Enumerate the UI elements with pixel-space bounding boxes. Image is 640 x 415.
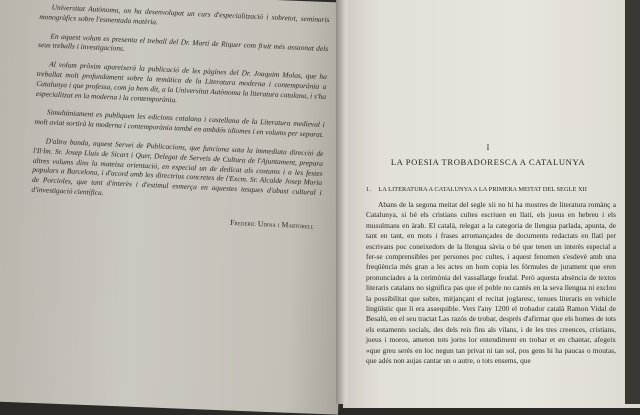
left-page-text <box>30 2 330 240</box>
section-title: LA LITERATURA A CATALUNYA A LA PRIMERA MEITAT DEL SEGLE XII <box>378 186 587 193</box>
chapter-number: I <box>486 143 490 152</box>
section-number: 1. <box>366 186 371 193</box>
body-paragraph: Abans de la segona meitat del segle xii no hi ha mostres de literatura romànç a Catalunya, si bé els cristians cultes escriuen en llatí, els jueus en hebreu i els musulmans en àrab. El català, relegat a la categoria de llengua parlada, apunta, de tant en tant, en mots i frases arromançades de documents redactats en llatí per escrivans poc coneixedors de la llengua sàvia o bé que tenen un interès especial a fer-se comprensibles per persones poc cultes, i aquest fenomen s'esdevé amb una freqüència més gran a les actes on hom copia les fórmules de jurament que eren pronunciades a la cerimònia del vassallatge feudal. Però aquesta absència de textos literaris catalans no significa pas que el poble no cantés en la seva llengua ni exclou la possibilitat que sobre, mitjançant el recitat joglaresc, tenues literaris en vehicle lingüístic que li era assequible. Vers l'any 1200 el trobador català Ramon Vidal de Besalú, en el seu tractat Las razós de trobar, després d'afirmar que els homes de tots els estaments socials, des dels reis fins als vilans, i de les tres creences, cristians, jueus i moros, ameton tots jorns lor entendiment en trobar et en chantar, afegeix «que greu serés en loc negun tan privat ni tan sol, pos gens hi ha paucas o moutas, que adés non aujas cantar un o autre, o tots ensems, que <box>366 200 616 366</box>
left-paragraph: D'altra banda, aquest Servei de Publicacions, que funciona sota la immediata direcció de l'Il·lm. Sr. Josep Lluís de Sicart i Quer, Delegat de Serveis de Cultura de l'Ajuntament, prepara altres volums dins la mateixa orientació, en especial un de dedicat als costums i a les festes populars a Barcelona, i d'acord amb les directrius concretes de l'Excm. Sr. Alcalde Josep Maria de Porcioles, que tant d'interès i d'estimul esmerça en aquestes tasques d'abast cultural i d'investigació científica. <box>31 136 324 198</box>
section-heading <box>366 185 616 195</box>
left-paragraph: Simultàniament es publiquen les edicions catalana i castellana de la Literatura medieval i molt aviat sortirà la moderna i contemporània també en ambdós idiomes i en volums per separat. <box>34 107 325 140</box>
left-paragraph: Universitat Autònoma, on ha desenvolupat un curs d'especialització i sobretot, seminaris monogràfics sobre l'esmentada matèria. <box>39 2 330 27</box>
section-body <box>366 200 616 367</box>
signature: Frederic Udina i Martorell <box>229 217 315 231</box>
book-gutter <box>336 0 350 404</box>
page-edge-shadow <box>625 0 640 404</box>
chapter-title: LA POESIA TROBADORESCA A CATALUNYA <box>390 157 586 167</box>
left-paragraph: Al volum pròxim apareixerà la publicació de les pàgines del Dr. Joaquim Molas, que ha treballat molt profundament sobre la temàtica de la Literatura moderna i contemporània a Catalunya i que professa, com ja hem dit, a la Universitat Autònoma la literatura catalana, i s'ha especialitzat en la moderna i la contemporània. <box>35 59 328 104</box>
left-paragraph: En aquest volum es presenta el treball del Dr. Martí de Riquer com fruit més assaonat dels seus treballs i investigacions. <box>37 31 329 54</box>
